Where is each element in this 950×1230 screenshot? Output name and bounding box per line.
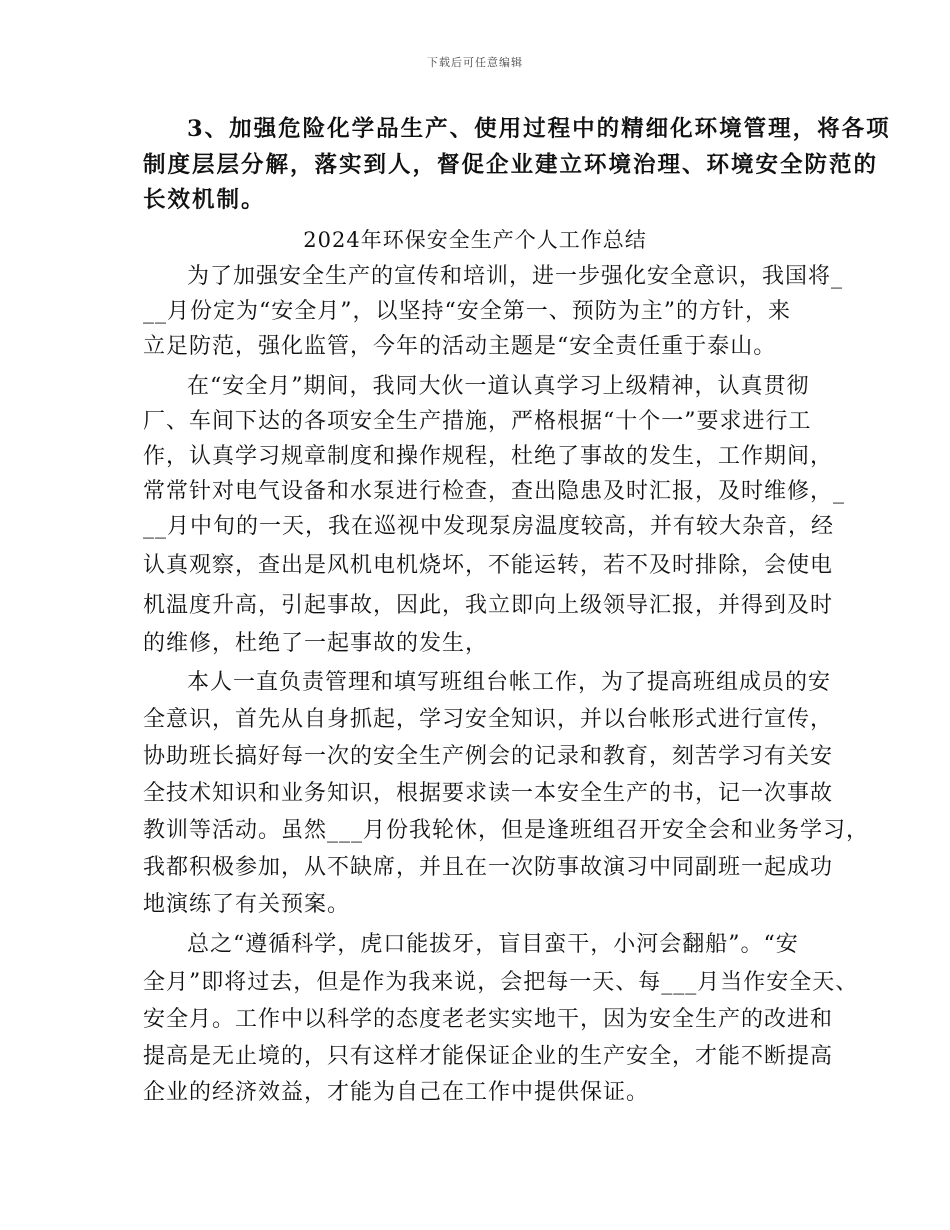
paragraph-4-line-2: 全月”即将过去，但是作为我来说，会把每一天、每___月当作安全天、 [143, 970, 859, 995]
paragraph-3-line-7: 地演练了有关预案。 [143, 892, 351, 917]
paragraph-4-line-1: 总之“遵循科学，虎口能拔牙，盲目蛮干，小河会翻船”。“安 [187, 932, 799, 957]
paragraph-2-line-7: 机温度升高，引起事故，因此，我立即向上级领导汇报，并得到及时 [143, 593, 834, 618]
paragraph-2-line-1: 在“安全月”期间，我同大伙一道认真学习上级精神，认真贯彻 [187, 374, 810, 399]
paragraph-1-line-2: __月份定为“安全月”，以坚持“安全第一、预防为主”的方针，来 [143, 299, 791, 324]
paragraph-1-line-3: 立足防范，强化监管，今年的活动主题是“安全责任重于泰山。 [143, 334, 777, 359]
page-header-note: 下载后可任意编辑 [427, 56, 523, 69]
paragraph-3-line-2: 全意识，首先从自身抓起，学习安全知识，并以台帐形式进行宣传， [143, 707, 834, 732]
article-title: 2024年环保安全生产个人工作总结 [303, 228, 647, 252]
section3-line-3: 长效机制。 [143, 187, 266, 213]
paragraph-2-line-5: __月中旬的一天，我在巡视中发现泵房温度较高，并有较大杂音，经 [143, 514, 835, 539]
paragraph-3-line-4: 全技术知识和业务知识，根据要求读一本安全生产的书，记一次事故 [143, 781, 834, 806]
paragraph-3-line-5: 教训等活动。虽然___月份我轮休，但是逢班组召开安全会和业务学习， [143, 818, 870, 843]
paragraph-2-line-8: 的维修，杜绝了一起事故的发生， [143, 631, 489, 656]
paragraph-2-line-2: 厂、车间下达的各项安全生产措施，严格根据“十个一”要求进行工 [143, 409, 812, 434]
paragraph-3-line-1: 本人一直负责管理和填写班组台帐工作，为了提高班组成员的安 [187, 670, 832, 695]
paragraph-2-line-3: 作，认真学习规章制度和操作规程，杜绝了事故的发生，工作期间， [143, 444, 834, 469]
paragraph-3-line-3: 协助班长搞好每一次的安全生产例会的记录和教育，刻苦学习有关安 [143, 744, 834, 769]
paragraph-4-line-4: 提高是无止境的，只有这样才能保证企业的生产安全，才能不断提高 [143, 1044, 834, 1069]
paragraph-2-line-4: 常常针对电气设备和水泵进行检查，查出隐患及时汇报，及时维修，_ [143, 479, 846, 504]
paragraph-2-line-6: 认真观察，查出是风机电机烧坏，不能运转，若不及时排除，会使电 [143, 553, 834, 578]
paragraph-3-line-6: 我都积极参加，从不缺席，并且在一次防事故演习中同副班一起成功 [143, 855, 834, 880]
section3-line-1: 3、加强危险化学品生产、使用过程中的精细化环境管理，将各项 [187, 116, 891, 142]
section3-line-2: 制度层层分解，落实到人，督促企业建立环境治理、环境安全防范的 [143, 152, 879, 178]
paragraph-1-line-1: 为了加强安全生产的宣传和培训，进一步强化安全意识，我国将_ [187, 264, 844, 289]
paragraph-4-line-5: 企业的经济效益，才能为自己在工作中提供保证。 [143, 1080, 650, 1105]
paragraph-4-line-3: 安全月。工作中以科学的态度老老实实地干，因为安全生产的改进和 [143, 1007, 834, 1032]
